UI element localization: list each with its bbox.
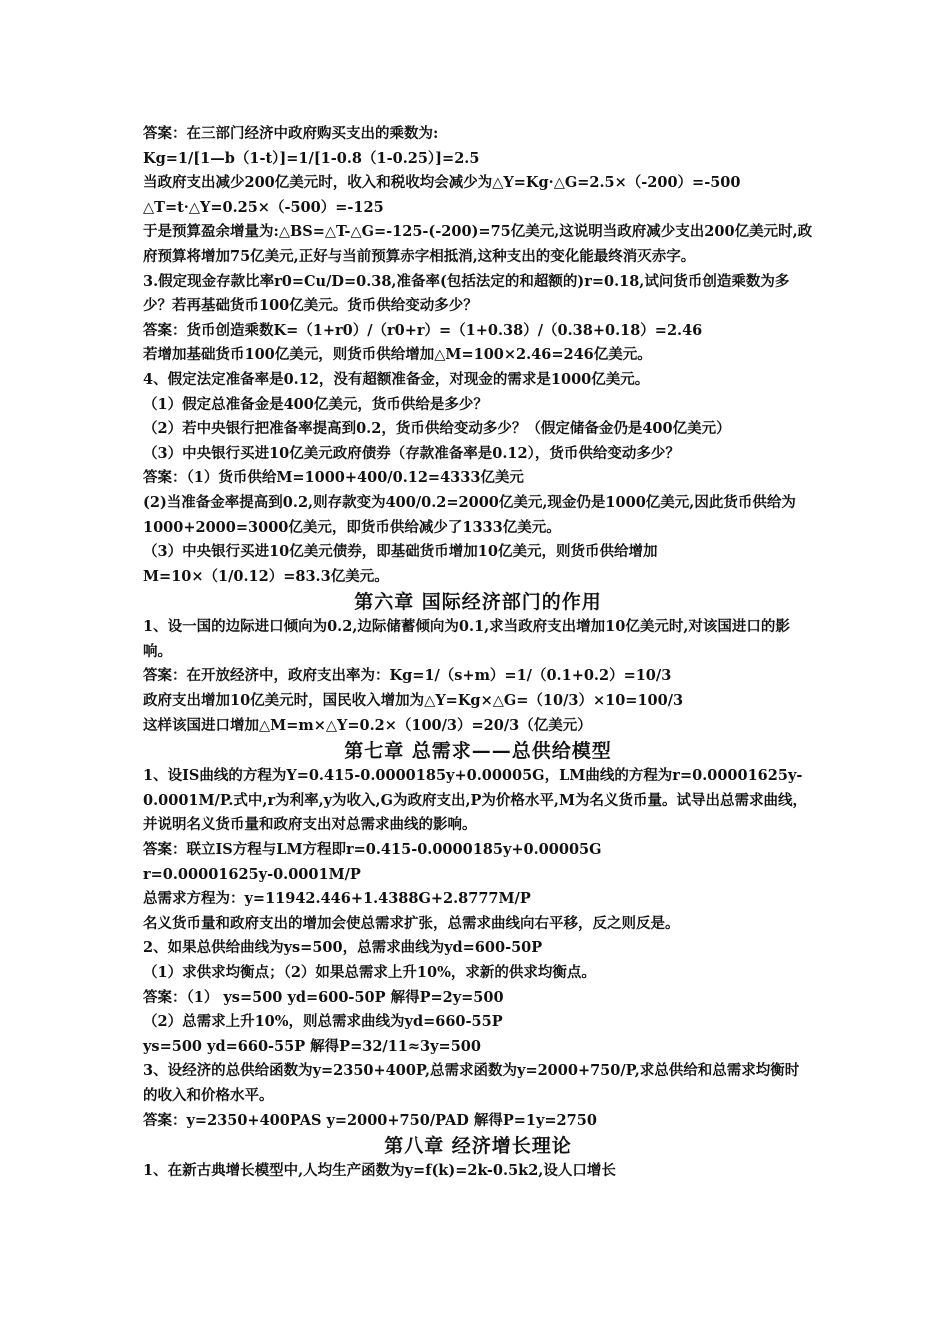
answer-line: 答案：（1） ys=500 yd=600-50P 解得P=2y=500 <box>143 988 504 1006</box>
formula-line: M=10×（1/0.12）=83.3亿美元。 <box>143 567 389 585</box>
sub-question-line: （1）求供求均衡点；（2）如果总需求上升10%，求新的供求均衡点。 <box>143 964 596 981</box>
question-line: 2、如果总供给曲线为ys=500，总需求曲线为yd=600-50P <box>143 939 543 957</box>
sub-question-line: （2）若中央银行把准备率提高到0.2，货币供给变动多少？（假定储备金仍是400亿美元） <box>143 420 731 438</box>
question-paragraph: 1、设IS曲线的方程为Y=0.415-0.0000185y+0.00005G，LM曲线的方程为r=0.00001625y-0.0001M/P.式中,r为利率,y为收入,G为政府支出,P为价格水平,M为名义货币量。试导出总需求曲线，并说明名义货币量和政府支出对总需求曲线的影响。 <box>143 767 808 834</box>
answer-line: 答案：y=2350+400PAS y=2000+750/PAD 解得P=1y=2750 <box>143 1111 597 1129</box>
text-line: 当政府支出减少200亿美元时，收入和税收均会减少为△Y=Kg·△G=2.5×（-200）=-500 <box>143 174 741 192</box>
chapter-heading: 第六章 国际经济部门的作用 <box>354 591 602 614</box>
chapter-heading: 第七章 总需求——总供给模型 <box>344 740 612 763</box>
text-line: 这样该国进口增加△M=m×△Y=0.2×（100/3）=20/3（亿美元） <box>143 716 592 734</box>
answer-line: 答案：联立IS方程与LM方程即r=0.415-0.0000185y+0.00005G <box>143 841 602 859</box>
formula-line: △T=t·△Y=0.25×（-500）=-125 <box>143 198 384 216</box>
text-line: 若增加基础货币100亿美元，则货币供给增加△M=100×2.46=246亿美元。 <box>143 346 652 364</box>
question-line: 1、在新古典增长模型中,人均生产函数为y=f(k)=2k-0.5k2,设人口增长 <box>143 1162 616 1180</box>
answer-line: 答案：在开放经济中，政府支出率为：Kg=1/（s+m）=1/（0.1+0.2）=10/3 <box>143 667 672 685</box>
question-paragraph: 3、设经济的总供给函数为y=2350+400P,总需求函数为y=2000+750/P,求总供给和总需求均衡时的收入和价格水平。 <box>143 1062 800 1104</box>
sub-question-line: （3）中央银行买进10亿美元政府债券（存款准备率是0.12），货币供给变动多少？ <box>143 444 680 462</box>
text-line: （2）总需求上升10%，则总需求曲线为yd=660-55P <box>143 1013 503 1031</box>
text-paragraph: (2)当准备金率提高到0.2,则存款变为400/0.2=2000亿美元,现金仍是1000亿美元,因此货币供给为1000+2000=3000亿美元，即货币供给减少了1333亿美元。 <box>143 493 796 536</box>
chapter-heading: 第八章 经济增长理论 <box>384 1135 572 1158</box>
formula-line: 总需求方程为：y=11942.446+1.4388G+2.8777M/P <box>143 890 531 908</box>
document-body <box>143 122 813 1184</box>
formula-line: ys=500 yd=660-55P 解得P=32/11≈3y=500 <box>143 1037 481 1055</box>
formula-line: r=0.00001625y-0.0001M/P <box>143 865 361 883</box>
answer-line: 答案：货币创造乘数K=（1+r0）/（r0+r）=（1+0.38）/（0.38+0.18）=2.46 <box>143 321 703 339</box>
text-line: （3）中央银行买进10亿美元债券，即基础货币增加10亿美元，则货币供给增加 <box>143 543 658 561</box>
text-paragraph: 于是预算盈余增量为:△BS=△T-△G=-125-(-200)=75亿美元,这说明当政府减少支出200亿美元时,政府预算将增加75亿美元,正好与当前预算赤字相抵消,这种支出的变化能最终消灭赤字。 <box>143 223 813 265</box>
text-line: 政府支出增加10亿美元时，国民收入增加为△Y=Kg×△G=（10/3）×10=100/3 <box>143 692 684 710</box>
question-paragraph: 3.假定现金存款比率r0=Cu/D=0.38,准备率(包括法定的和超额的)r=0.18,试问货币创造乘数为多少？若再基础货币100亿美元。货币供给变动多少？ <box>143 272 790 315</box>
answer-line: 答案：在三部门经济中政府购买支出的乘数为: <box>143 125 439 142</box>
formula-line: Kg=1/[1—b（1-t）]=1/[1-0.8（1-0.25）]=2.5 <box>143 149 480 167</box>
question-line: 4、假定法定准备率是0.12，没有超额准备金，对现金的需求是1000亿美元。 <box>143 370 650 388</box>
answer-line: 答案：（1）货币供给M=1000+400/0.12=4333亿美元 <box>143 469 524 487</box>
text-line: 名义货币量和政府支出的增加会使总需求扩张，总需求曲线向右平移，反之则反是。 <box>143 914 680 932</box>
sub-question-line: （1）假定总准备金是400亿美元，货币供给是多少？ <box>143 395 488 413</box>
question-paragraph: 1、设一国的边际进口倾向为0.2,边际储蓄倾向为0.1,求当政府支出增加10亿美元时,对该国进口的影响。 <box>143 618 790 660</box>
